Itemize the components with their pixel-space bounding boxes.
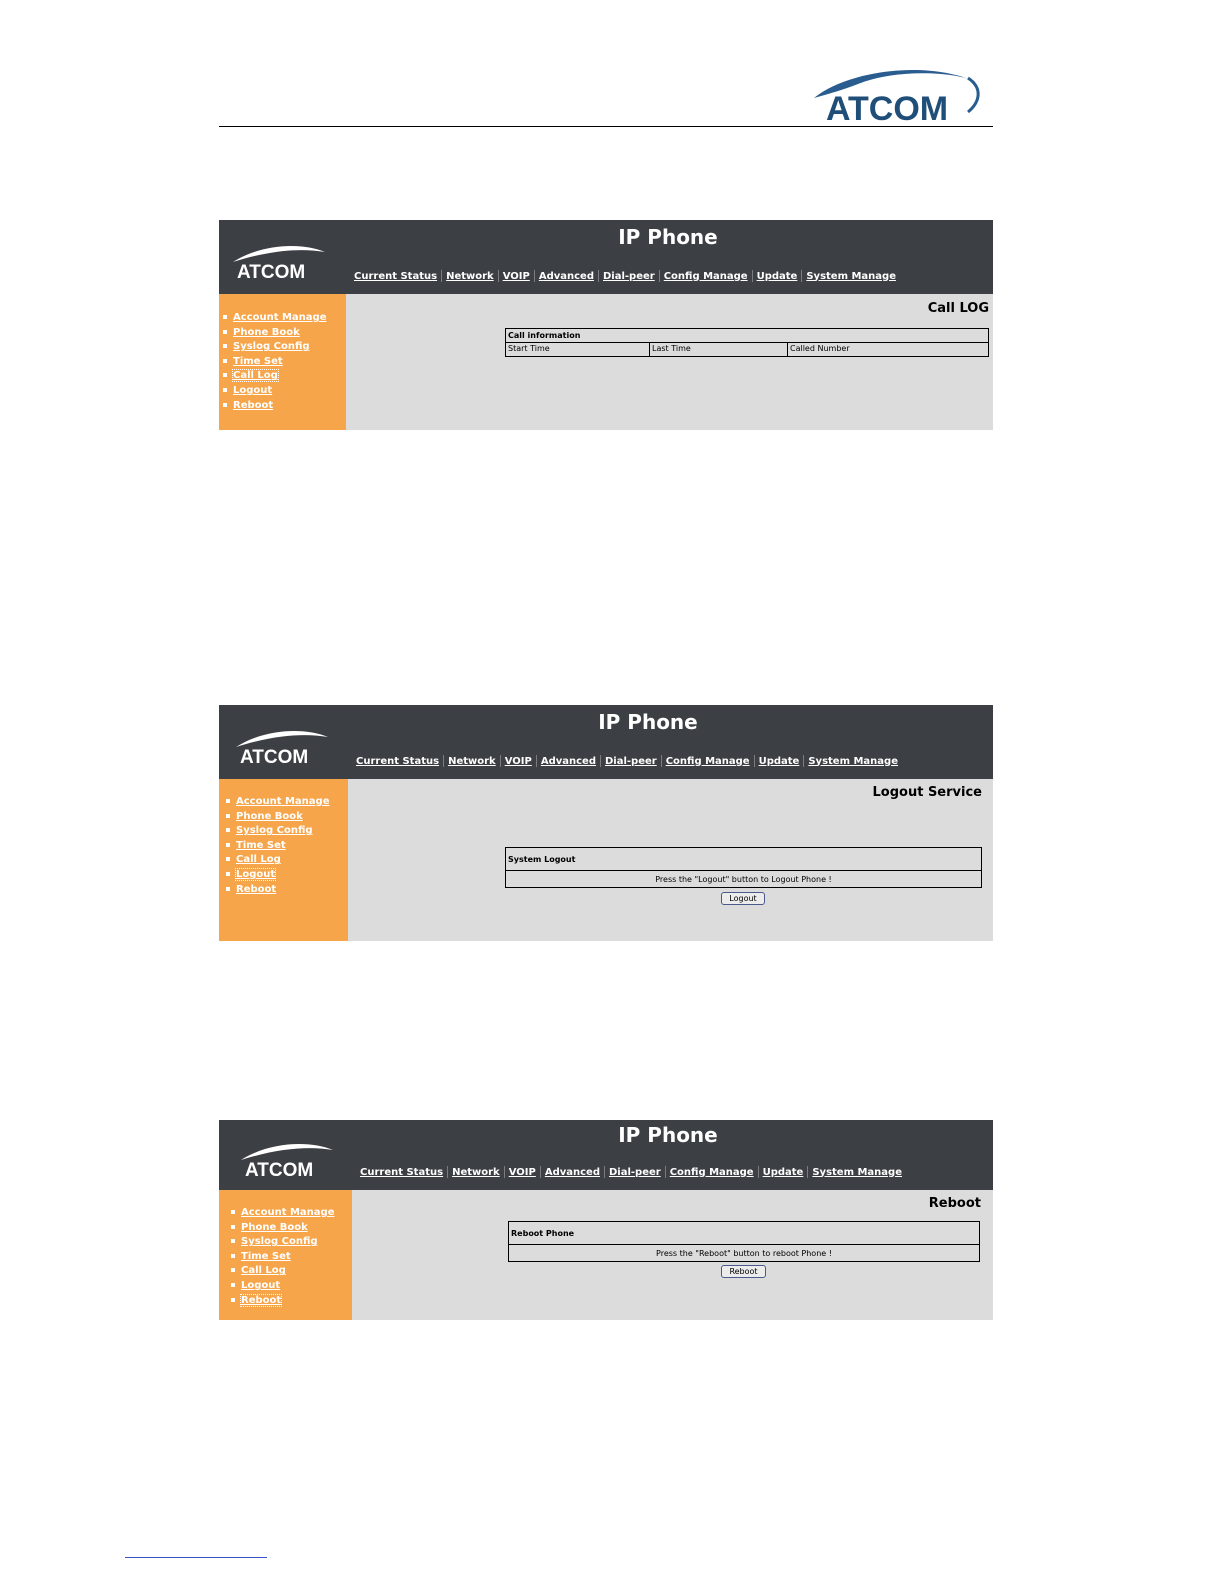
page-title: IP Phone [618, 225, 718, 249]
bullet-icon [223, 373, 227, 377]
bullet-icon [231, 1298, 235, 1302]
bullet-icon [223, 344, 227, 348]
nav-current-status[interactable]: Current Status [360, 1166, 444, 1178]
reboot-button[interactable]: Reboot [721, 1265, 766, 1278]
bullet-icon [231, 1225, 235, 1229]
header-bar [219, 705, 993, 779]
sidebar-menu [231, 1206, 334, 1308]
header-bar [219, 220, 993, 294]
nav-dial-peer[interactable]: Dial-peer [608, 1166, 661, 1178]
nav-advanced[interactable]: Advanced [540, 755, 596, 767]
sidebar-item-label[interactable]: Account Manage [233, 312, 327, 323]
atcom-logo [808, 62, 983, 126]
logout-screenshot [219, 705, 993, 941]
sidebar-item-label[interactable]: Reboot [233, 399, 274, 411]
sidebar-item-label[interactable]: Logout [236, 868, 276, 880]
sidebar-item-label[interactable]: Phone Book [241, 1221, 308, 1233]
nav-system-manage[interactable]: System Manage [806, 270, 896, 282]
sidebar-item-phone-book[interactable] [223, 326, 326, 341]
nav-network[interactable]: Network [448, 755, 496, 767]
table-caption: Call information [506, 329, 988, 343]
bullet-icon [226, 828, 230, 832]
sidebar-item-account-manage[interactable] [223, 311, 326, 326]
section-heading: Reboot [928, 1196, 981, 1211]
sidebar-item-label[interactable]: Logout [241, 1279, 281, 1291]
sidebar-item-time-set[interactable] [231, 1250, 334, 1265]
header-bar [219, 1120, 993, 1190]
sidebar-item-syslog-config[interactable] [223, 340, 326, 355]
nav-network[interactable]: Network [446, 270, 494, 282]
sidebar-item-label[interactable]: Syslog Config [233, 341, 310, 353]
top-nav [352, 755, 902, 767]
nav-system-manage[interactable]: System Manage [808, 755, 898, 767]
column-last-time: Last Time [650, 343, 788, 356]
sidebar-item-phone-book[interactable] [226, 810, 329, 825]
sidebar-item-logout[interactable] [223, 384, 326, 399]
bullet-icon [231, 1254, 235, 1258]
bullet-icon [226, 872, 230, 876]
sidebar-item-label[interactable]: Reboot [236, 883, 277, 895]
sidebar-item-account-manage[interactable] [226, 795, 329, 810]
bullet-icon [231, 1239, 235, 1243]
sidebar-item-reboot[interactable] [231, 1294, 334, 1309]
sidebar-item-reboot[interactable] [226, 883, 329, 898]
header-rule [219, 126, 993, 127]
sidebar-item-syslog-config[interactable] [226, 824, 329, 839]
section-heading: Logout Service [872, 785, 982, 800]
nav-advanced[interactable]: Advanced [538, 270, 594, 282]
sidebar-item-time-set[interactable] [223, 355, 326, 370]
call-info-table [505, 328, 989, 357]
atcom-logo-text: ATCOM [826, 90, 949, 126]
nav-voip[interactable]: VOIP [502, 270, 530, 282]
nav-voip[interactable]: VOIP [508, 1166, 536, 1178]
sidebar-menu [226, 795, 329, 897]
sidebar-item-phone-book[interactable] [231, 1221, 334, 1236]
nav-system-manage[interactable]: System Manage [812, 1166, 902, 1178]
sidebar-item-label[interactable]: Phone Book [236, 810, 303, 822]
nav-dial-peer[interactable]: Dial-peer [602, 270, 655, 282]
reboot-screenshot [219, 1120, 993, 1320]
table-header-row [506, 343, 988, 356]
sidebar-item-label[interactable]: Call Log [236, 854, 281, 866]
bullet-icon [223, 315, 227, 319]
bullet-icon [223, 388, 227, 392]
sidebar-item-call-log[interactable] [231, 1264, 334, 1279]
sidebar-item-label[interactable]: Call Log [233, 370, 278, 382]
sidebar-item-label[interactable]: Time Set [241, 1250, 291, 1262]
sidebar-item-reboot[interactable] [223, 399, 326, 414]
sidebar-item-call-log[interactable] [223, 369, 326, 384]
column-called-number: Called Number [790, 344, 850, 353]
bullet-icon [231, 1283, 235, 1287]
nav-update[interactable]: Update [762, 1166, 804, 1178]
nav-config-manage[interactable]: Config Manage [665, 755, 750, 767]
sidebar-item-label[interactable]: Logout [233, 384, 273, 396]
panel-caption: System Logout [506, 848, 981, 871]
nav-network[interactable]: Network [452, 1166, 500, 1178]
sidebar-item-label[interactable]: Account Manage [236, 796, 330, 807]
bullet-icon [223, 330, 227, 334]
panel-message: Press the "Logout" button to Logout Phone ! [655, 875, 832, 884]
atcom-logo-text: ATCOM [245, 1160, 314, 1178]
nav-voip[interactable]: VOIP [504, 755, 532, 767]
bullet-icon [226, 887, 230, 891]
section-heading: Call LOG [927, 301, 989, 316]
nav-current-status[interactable]: Current Status [354, 270, 438, 282]
top-nav [350, 270, 900, 282]
sidebar [219, 1190, 352, 1320]
sidebar [219, 779, 348, 941]
bullet-icon [231, 1210, 235, 1214]
sidebar-item-syslog-config[interactable] [231, 1235, 334, 1250]
sidebar-item-label[interactable]: Time Set [236, 839, 286, 851]
atcom-logo-text: ATCOM [237, 262, 306, 280]
call-log-screenshot [219, 220, 993, 430]
nav-update[interactable]: Update [756, 270, 798, 282]
bullet-icon [226, 799, 230, 803]
panel-message: Press the "Reboot" button to reboot Phone ! [656, 1249, 832, 1258]
sidebar-item-label[interactable]: Account Manage [241, 1207, 335, 1218]
nav-advanced[interactable]: Advanced [544, 1166, 600, 1178]
top-nav [356, 1166, 906, 1178]
sidebar-item-logout[interactable] [226, 868, 329, 883]
page-title: IP Phone [618, 1123, 718, 1147]
nav-current-status[interactable]: Current Status [356, 755, 440, 767]
column-start-time: Start Time [506, 343, 650, 356]
atcom-logo-text: ATCOM [240, 747, 309, 765]
bullet-icon [231, 1268, 235, 1272]
nav-config-manage[interactable]: Config Manage [663, 270, 748, 282]
sidebar-item-label[interactable]: Reboot [241, 1294, 282, 1306]
sidebar-item-call-log[interactable] [226, 853, 329, 868]
reboot-phone-panel [508, 1221, 980, 1262]
sidebar-menu [223, 311, 326, 413]
sidebar-item-label[interactable]: Phone Book [233, 326, 300, 338]
sidebar [219, 294, 346, 430]
bullet-icon [223, 359, 227, 363]
sidebar-item-label[interactable]: Syslog Config [241, 1236, 318, 1248]
logout-button[interactable]: Logout [721, 892, 765, 905]
sidebar-item-label[interactable]: Syslog Config [236, 825, 313, 837]
footer-link[interactable] [125, 1557, 267, 1558]
sidebar-item-label[interactable]: Call Log [241, 1265, 286, 1277]
nav-update[interactable]: Update [758, 755, 800, 767]
sidebar-item-logout[interactable] [231, 1279, 334, 1294]
page-title: IP Phone [598, 710, 698, 734]
bullet-icon [223, 403, 227, 407]
panel-caption: Reboot Phone [509, 1222, 979, 1245]
bullet-icon [226, 843, 230, 847]
sidebar-item-account-manage[interactable] [231, 1206, 334, 1221]
system-logout-panel [505, 847, 982, 888]
nav-dial-peer[interactable]: Dial-peer [604, 755, 657, 767]
sidebar-item-label[interactable]: Time Set [233, 355, 283, 367]
bullet-icon [226, 857, 230, 861]
nav-config-manage[interactable]: Config Manage [669, 1166, 754, 1178]
sidebar-item-time-set[interactable] [226, 839, 329, 854]
bullet-icon [226, 814, 230, 818]
